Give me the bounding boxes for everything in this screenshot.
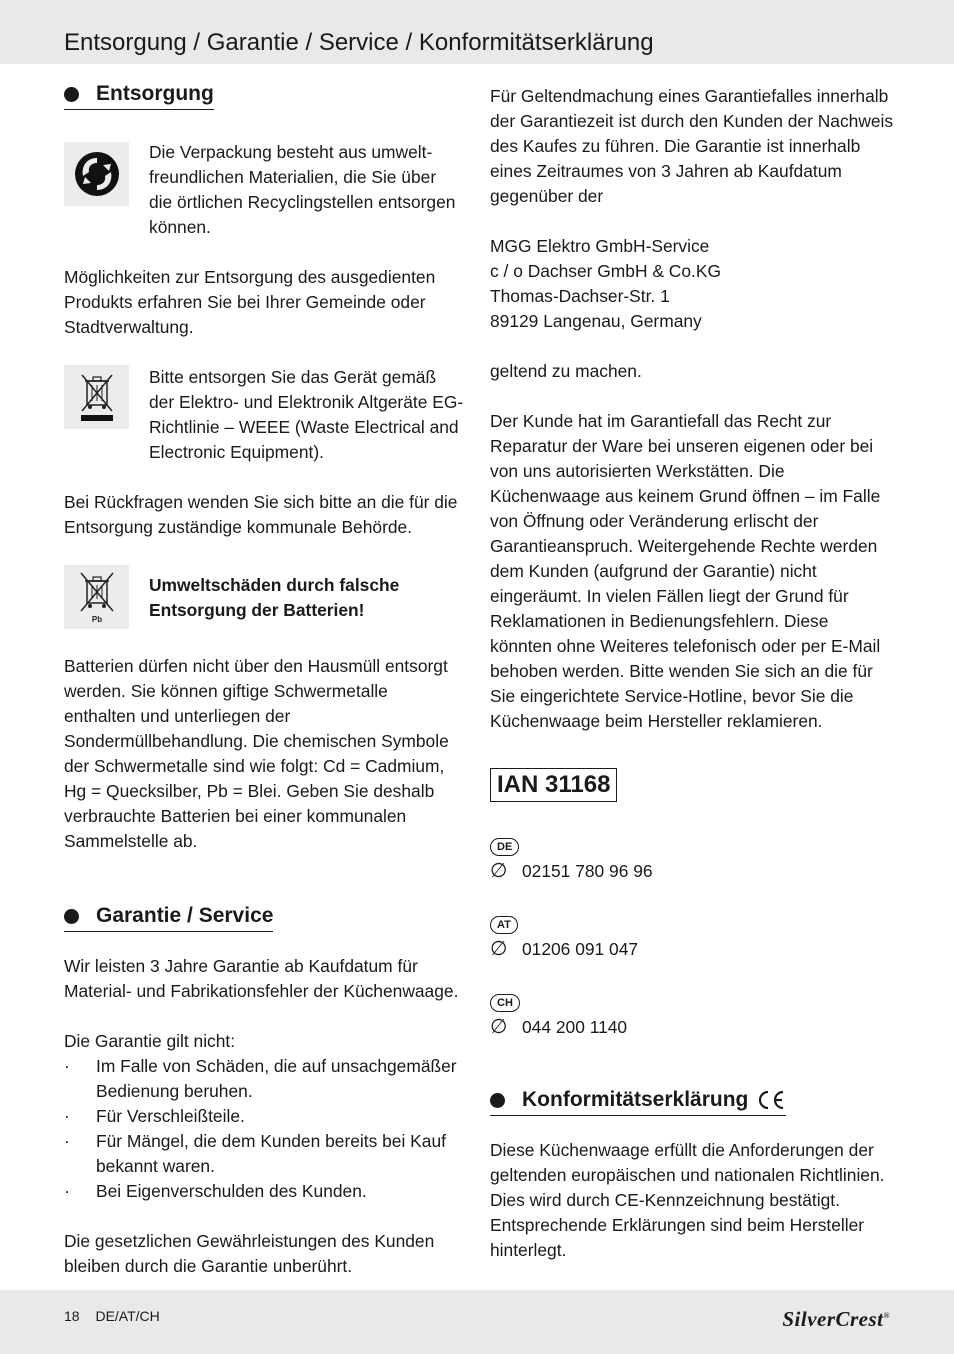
list-item: · Für Mängel, die dem Kunden bereits bei Kauf bekannt waren. [64, 1129, 464, 1179]
country-badge-de: DE [490, 838, 519, 856]
weee-row [64, 365, 464, 465]
konformitaet-heading-text: Konformitätserklärung [522, 1088, 749, 1111]
konformitaet-heading [490, 1086, 786, 1116]
bullet-dot-icon [64, 87, 79, 102]
hotline-phone-ch: 044 200 1140 [522, 1017, 628, 1037]
entsorgung-disposal-text: Möglichkeiten zur Entsorgung des ausgedienten Produkts erfahren Sie bei Ihrer Gemeinde oder Stadtverwaltung. [64, 267, 436, 337]
weee-bin-icon [64, 365, 129, 429]
country-badge-at: AT [490, 916, 518, 934]
claim-text: Für Geltendmachung eines Garantiefalles innerhalb der Garantiezeit ist durch den Kunden der Nachweis des Kaufes zu führen. Die Garantie ist innerhalb eines Zeitraumes von 3 Jahren ab Kaufdatum gegenüber der [490, 86, 894, 206]
footer-info [64, 1307, 172, 1325]
hotline-de [490, 832, 895, 884]
list-item: · Bei Eigenverschulden des Kunden. [64, 1179, 464, 1204]
entsorgung-heading-text: Entsorgung [96, 82, 214, 105]
phone-icon: ∅ [490, 860, 508, 882]
list-item: · Im Falle von Schäden, die auf unsachgemäßer Bedienung beruhen. [64, 1054, 464, 1104]
garantie-exclusions-list [64, 1054, 464, 1204]
address-line: Thomas-Dachser-Str. 1 [490, 286, 670, 306]
hotline-phone-de: 02151 780 96 96 [522, 861, 653, 881]
recycling-row [64, 140, 464, 240]
hotline-ch [490, 988, 895, 1040]
service-address [490, 234, 895, 334]
garantie-legal-text: Die gesetzlichen Gewährleistungen des Kunden bleiben durch die Garantie unberührt. [64, 1231, 435, 1276]
entsorgung-packaging-text: Die Verpackung besteht aus umwelt-freundlichen Materialien, die Sie über die örtlichen Recyclingstellen entsorgen können. [149, 142, 456, 237]
authority-text: Bei Rückfragen wenden Sie sich bitte an die für die Entsorgung zuständige kommunale Behörde. [64, 492, 458, 537]
phone-icon: ∅ [490, 1016, 508, 1038]
country-badge-ch: CH [490, 994, 520, 1012]
garantie-exclusions-title: Die Garantie gilt nicht: [64, 1031, 236, 1051]
page-title: Entsorgung / Garantie / Service / Konformitätserklärung [64, 29, 654, 56]
bullet-dot-icon [490, 1093, 505, 1108]
address-line: MGG Elektro GmbH-Service [490, 236, 710, 256]
hotline-at [490, 910, 895, 962]
ian-number: IAN 31168 [490, 768, 617, 802]
right-column [490, 84, 895, 1342]
battery-warning-row [64, 565, 464, 629]
hotline-phone-at: 01206 091 047 [522, 939, 639, 959]
weee-text: Bitte entsorgen Sie das Gerät gemäß der Elektro- und Elektronik Altgeräte EG-Richtlinie – WEEE (Waste Electrical and Electronic Equipment). [149, 367, 464, 462]
battery-warning-text: Umweltschäden durch falsche Entsorgung der Batterien! [149, 575, 400, 620]
address-line: c / o Dachser GmbH & Co.KG [490, 261, 721, 281]
ce-mark-icon [756, 1089, 786, 1111]
recycling-icon [64, 142, 129, 206]
garantie-heading [64, 902, 273, 932]
pb-label: Pb [91, 615, 102, 624]
garantie-intro-text: Wir leisten 3 Jahre Garantie ab Kaufdatum für Material- und Fabrikationsfehler der Küchenwaage. [64, 956, 459, 1001]
battery-info-text: Batterien dürfen nicht über den Hausmüll entsorgt werden. Sie können giftige Schwermetalle enthalten und unterliegen der Sondermüllbehandlung. Die chemischen Symbole der Schwermetalle sind wie folgt: Cd = Cadmium, Hg = Quecksilber, Pb = Blei. Geben Sie deshalb verbrauchte Batterien bei einer kommunalen Sammelstelle ab. [64, 656, 449, 851]
address-line: 89129 Langenau, Germany [490, 311, 702, 331]
claim-end-text: geltend zu machen. [490, 361, 642, 381]
entsorgung-heading [64, 80, 214, 110]
list-item: · Für Verschleißteile. [64, 1104, 464, 1129]
bullet-dot-icon [64, 909, 79, 924]
phone-icon: ∅ [490, 938, 508, 960]
brand-name: SilverCrest [782, 1307, 884, 1331]
brand-logo: SilverCrest® [782, 1307, 890, 1331]
battery-bin-icon [64, 565, 129, 629]
footer-locale: DE/AT/CH [95, 1308, 160, 1324]
left-column [64, 80, 464, 1279]
garantie-heading-text: Garantie / Service [96, 904, 274, 927]
repair-rights-text: Der Kunde hat im Garantiefall das Recht zur Reparatur der Ware bei unseren eigenen oder bei von uns autorisierten Werkstätten. Die Küchenwaage aus keinem Grund öffnen – im Falle von Öffnung oder Veränderung erlischt der Garantieanspruch. Weitergehende Rechte werden dem Kunden (aufgrund der Garantie) nicht eingeräumt. In vielen Fällen liegt der Grund für Reklamationen in Bedienungsfehlern. Diese könnten ohne Weiteres telefonisch oder per E-Mail behoben werden. Bitte wenden Sie sich an die für Sie eingerichtete Service-Hotline, bevor Sie die Küchenwaage beim Hersteller reklamieren. [490, 411, 881, 731]
page-number: 18 [64, 1308, 80, 1324]
konformitaet-text: Diese Küchenwaage erfüllt die Anforderungen der geltenden europäischen und nationalen Richtlinien. Dies wird durch CE-Kennzeichnung bestätigt. Entsprechende Erklärungen sind beim Hersteller hinterlegt. [490, 1140, 885, 1260]
